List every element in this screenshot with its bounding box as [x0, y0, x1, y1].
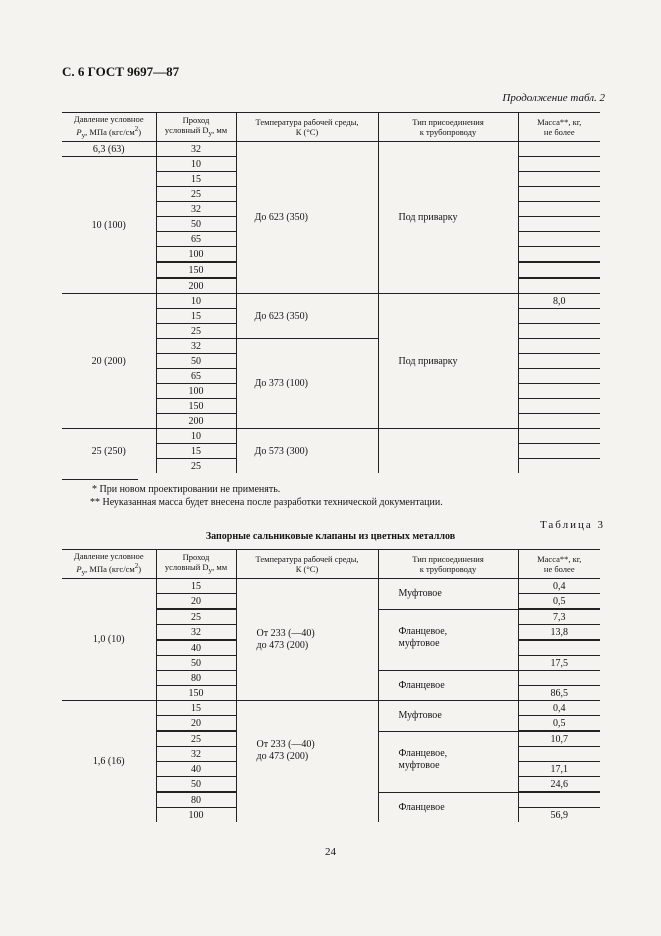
dn-cell: 10	[156, 429, 236, 444]
mass-cell: 0,5	[518, 716, 600, 732]
pressure-cell: 1,6 (16)	[92, 756, 125, 767]
dn-cell: 25	[156, 609, 236, 625]
dn-cell: 40	[156, 640, 236, 656]
col-dn-header: Проход условный $D_у$, мм	[156, 113, 236, 142]
mass-cell	[518, 640, 600, 656]
mass-cell	[518, 414, 600, 429]
dn-cell: 32	[156, 625, 236, 641]
col-temp-header: Температура рабочей среды, К (°С)	[236, 113, 378, 142]
connection-cell: Фланцевое, муфтовое	[378, 731, 518, 792]
col-pressure-header: Давление условное $P_у$, МПа $(кгс/см^2)$	[62, 113, 156, 142]
dn-cell: 25	[156, 459, 236, 474]
pressure-cell: 10 (100)	[62, 157, 156, 294]
dn-cell: 10	[156, 157, 236, 172]
footnote-2: ** Неуказанная масса будет внесена после разработки технической документации.	[90, 497, 443, 508]
dn-cell: 32	[156, 142, 236, 157]
dn-cell: 15	[156, 309, 236, 324]
dn-cell: 15	[156, 701, 236, 716]
dn-cell: 15	[156, 579, 236, 594]
dn-cell: 50	[156, 354, 236, 369]
pressure-cell: 20 (200)	[62, 294, 156, 429]
dn-cell: 50	[156, 656, 236, 671]
mass-cell: 17,5	[518, 656, 600, 671]
dn-cell: 150	[156, 686, 236, 701]
dn-cell: 25	[156, 324, 236, 339]
table-3	[62, 549, 600, 822]
mass-cell	[518, 792, 600, 808]
mass-cell	[518, 217, 600, 232]
pressure-cell: 25 (250)	[91, 445, 126, 457]
connection-cell: Муфтовое	[378, 579, 518, 610]
dn-cell: 80	[156, 671, 236, 686]
col-pressure-header: Давление условное $P_у$, МПа $(кгс/см^2)$	[62, 550, 156, 579]
mass-cell	[518, 324, 600, 339]
dn-cell: 25	[156, 187, 236, 202]
dn-cell: 15	[156, 444, 236, 459]
mass-cell	[518, 247, 600, 263]
temperature-cell: От 233 (—40) до 473 (200)	[236, 701, 378, 823]
pressure-cell: 1,0 (10)	[62, 579, 156, 701]
table-2	[62, 112, 600, 473]
mass-cell	[518, 459, 600, 474]
continuation-label: Продолжение табл. 2	[502, 92, 605, 104]
dn-cell: 150	[156, 262, 236, 278]
mass-cell	[518, 232, 600, 247]
mass-cell: 56,9	[518, 808, 600, 823]
mass-cell: 0,4	[518, 579, 600, 594]
mass-cell	[518, 309, 600, 324]
dn-cell: 40	[156, 762, 236, 777]
col-connection-header: Тип присоединения к трубопроводу	[378, 550, 518, 579]
dn-cell: 65	[156, 232, 236, 247]
mass-cell	[518, 339, 600, 354]
dn-cell: 100	[156, 247, 236, 263]
col-temp-header: Температура рабочей среды, К (°С)	[236, 550, 378, 579]
mass-cell	[518, 369, 600, 384]
table-3-label: Таблица 3	[539, 519, 605, 531]
dn-cell: 15	[156, 172, 236, 187]
temperature-cell: До 373 (100)	[236, 339, 378, 429]
dn-cell: 32	[156, 202, 236, 217]
mass-cell: 0,4	[518, 701, 600, 716]
mass-cell: 0,5	[518, 594, 600, 610]
dn-cell: 32	[156, 747, 236, 762]
page-number: 24	[325, 846, 336, 858]
mass-cell: 8,0	[518, 294, 600, 309]
page-header: С. 6 ГОСТ 9697—87	[62, 64, 180, 79]
footnote-1: * При новом проектировании не применять.	[92, 484, 281, 495]
connection-cell	[378, 429, 518, 474]
temperature-cell: От 233 (—40) до 473 (200)	[236, 579, 378, 701]
mass-cell	[518, 142, 600, 157]
col-mass-header: Масса**, кг, не более	[518, 113, 600, 142]
col-mass-header: Масса**, кг, не более	[518, 550, 600, 579]
mass-cell	[518, 354, 600, 369]
dn-cell: 200	[156, 414, 236, 429]
dn-cell: 20	[156, 594, 236, 610]
dn-cell: 10	[156, 294, 236, 309]
table-3-title: Запорные сальниковые клапаны из цветных металлов	[205, 531, 456, 542]
dn-cell: 100	[156, 384, 236, 399]
temperature-cell: До 573 (300)	[236, 429, 378, 474]
mass-cell	[518, 172, 600, 187]
mass-cell	[518, 747, 600, 762]
mass-cell	[518, 671, 600, 686]
mass-cell	[518, 202, 600, 217]
mass-cell	[518, 187, 600, 202]
mass-cell	[518, 157, 600, 172]
temperature-cell: До 623 (350)	[236, 294, 378, 339]
dn-cell: 100	[156, 808, 236, 823]
mass-cell	[518, 384, 600, 399]
mass-cell	[518, 444, 600, 459]
footnote-rule	[62, 479, 138, 480]
mass-cell: 24,6	[518, 777, 600, 793]
mass-cell	[518, 429, 600, 444]
mass-cell	[518, 399, 600, 414]
dn-cell: 20	[156, 716, 236, 732]
connection-cell: Фланцевое	[378, 792, 518, 822]
mass-cell: 7,3	[518, 609, 600, 625]
dn-cell: 25	[156, 731, 236, 747]
mass-cell: 13,8	[518, 625, 600, 641]
connection-cell: Под приварку	[378, 142, 518, 294]
dn-cell: 32	[156, 339, 236, 354]
mass-cell	[518, 262, 600, 278]
col-connection-header: Тип присоединения к трубопроводу	[378, 113, 518, 142]
mass-cell: 17,1	[518, 762, 600, 777]
dn-cell: 150	[156, 399, 236, 414]
connection-cell: Фланцевое, муфтовое	[378, 609, 518, 671]
dn-cell: 80	[156, 792, 236, 808]
pressure-cell: 6,3 (63)	[62, 142, 156, 157]
mass-cell: 10,7	[518, 731, 600, 747]
connection-cell: Фланцевое	[378, 671, 518, 701]
mass-cell: 86,5	[518, 686, 600, 701]
connection-cell: Под приварку	[378, 294, 518, 429]
dn-cell: 65	[156, 369, 236, 384]
col-dn-header: Проход условный $D_у$, мм	[156, 550, 236, 579]
dn-cell: 200	[156, 278, 236, 294]
temperature-cell: До 623 (350)	[236, 142, 378, 294]
mass-cell	[518, 278, 600, 294]
dn-cell: 50	[156, 777, 236, 793]
connection-cell: Муфтовое	[378, 701, 518, 732]
dn-cell: 50	[156, 217, 236, 232]
